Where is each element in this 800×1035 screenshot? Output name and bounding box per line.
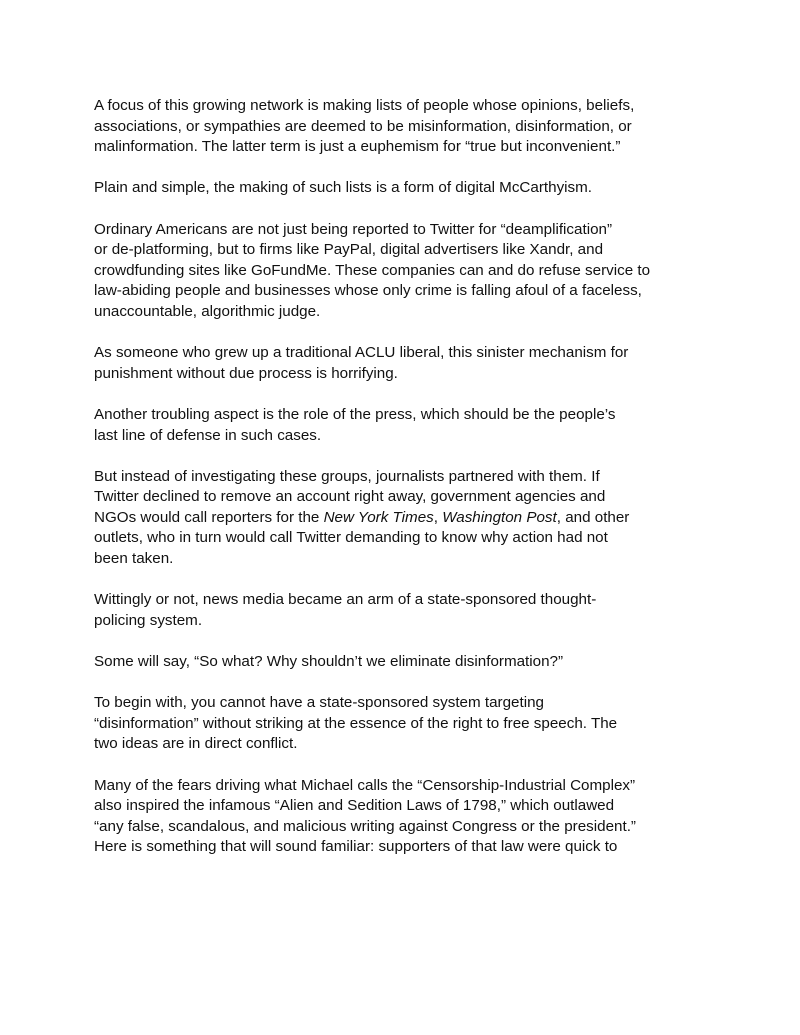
text-line: But instead of investigating these groups, journalists partnered with them. If bbox=[94, 467, 600, 485]
text-line: unaccountable, algorithmic judge. bbox=[94, 302, 321, 320]
text-line: Ordinary Americans are not just being reported to Twitter for “deamplification” bbox=[94, 220, 613, 238]
text-line: law-abiding people and businesses whose only crime is falling afoul of a faceless, bbox=[94, 282, 642, 300]
paragraph-2 bbox=[94, 178, 714, 199]
paragraph-8 bbox=[94, 652, 714, 673]
text-line: two ideas are in direct conflict. bbox=[94, 735, 298, 753]
text-line: outlets, who in turn would call Twitter demanding to know why action had not bbox=[94, 529, 608, 547]
paragraph-6 bbox=[94, 467, 714, 570]
document-body bbox=[94, 96, 714, 858]
text-line: “any false, scandalous, and malicious writing against Congress or the president.” bbox=[94, 817, 636, 835]
paragraph-4 bbox=[94, 343, 714, 384]
text-fragment: , bbox=[433, 508, 443, 526]
text-line: Another troubling aspect is the role of the press, which should be the people’s bbox=[94, 405, 616, 423]
text-line: been taken. bbox=[94, 550, 174, 568]
text-line: Many of the fears driving what Michael calls the “Censorship-Industrial Complex” bbox=[94, 776, 636, 794]
text-line: A focus of this growing network is making lists of people whose opinions, beliefs, bbox=[94, 97, 635, 114]
text-line: “disinformation” without striking at the essence of the right to free speech. The bbox=[94, 714, 618, 732]
text-line: Wittingly or not, news media became an arm of a state-sponsored thought- bbox=[94, 591, 597, 609]
paragraph-5 bbox=[94, 405, 714, 446]
text-line: also inspired the infamous “Alien and Sedition Laws of 1798,” which outlawed bbox=[94, 797, 615, 815]
text-line: To begin with, you cannot have a state-sponsored system targeting bbox=[94, 694, 544, 712]
paragraph-3 bbox=[94, 220, 714, 323]
text-line: last line of defense in such cases. bbox=[94, 426, 322, 444]
text-line: crowdfunding sites like GoFundMe. These companies can and do refuse service to bbox=[94, 261, 651, 279]
text-line: malinformation. The latter term is just a euphemism for “true but inconvenient.” bbox=[94, 138, 621, 156]
text-line: Here is something that will sound familiar: supporters of that law were quick to bbox=[94, 838, 618, 856]
paragraph-1 bbox=[94, 96, 714, 158]
text-line: Twitter declined to remove an account right away, government agencies and bbox=[94, 488, 606, 506]
text-line: punishment without due process is horrifying. bbox=[94, 364, 398, 382]
paragraph-9 bbox=[94, 693, 714, 755]
paragraph-7 bbox=[94, 590, 714, 631]
text-line-with-italics bbox=[94, 508, 714, 529]
text-line: As someone who grew up a traditional ACLU liberal, this sinister mechanism for bbox=[94, 344, 629, 362]
text-line: policing system. bbox=[94, 611, 203, 629]
paragraph-10 bbox=[94, 776, 714, 858]
text-line: Plain and simple, the making of such lists is a form of digital McCarthyism. bbox=[94, 179, 592, 197]
text-fragment: , and other bbox=[556, 508, 630, 526]
publication-name: New York Times bbox=[323, 508, 434, 526]
text-line: Some will say, “So what? Why shouldn’t we eliminate disinformation?” bbox=[94, 653, 564, 671]
publication-name: Washington Post bbox=[442, 508, 557, 526]
text-line: associations, or sympathies are deemed to be misinformation, disinformation, or bbox=[94, 117, 632, 135]
text-fragment: NGOs would call reporters for the bbox=[94, 508, 324, 526]
text-line: or de-platforming, but to firms like PayPal, digital advertisers like Xandr, and bbox=[94, 241, 604, 259]
